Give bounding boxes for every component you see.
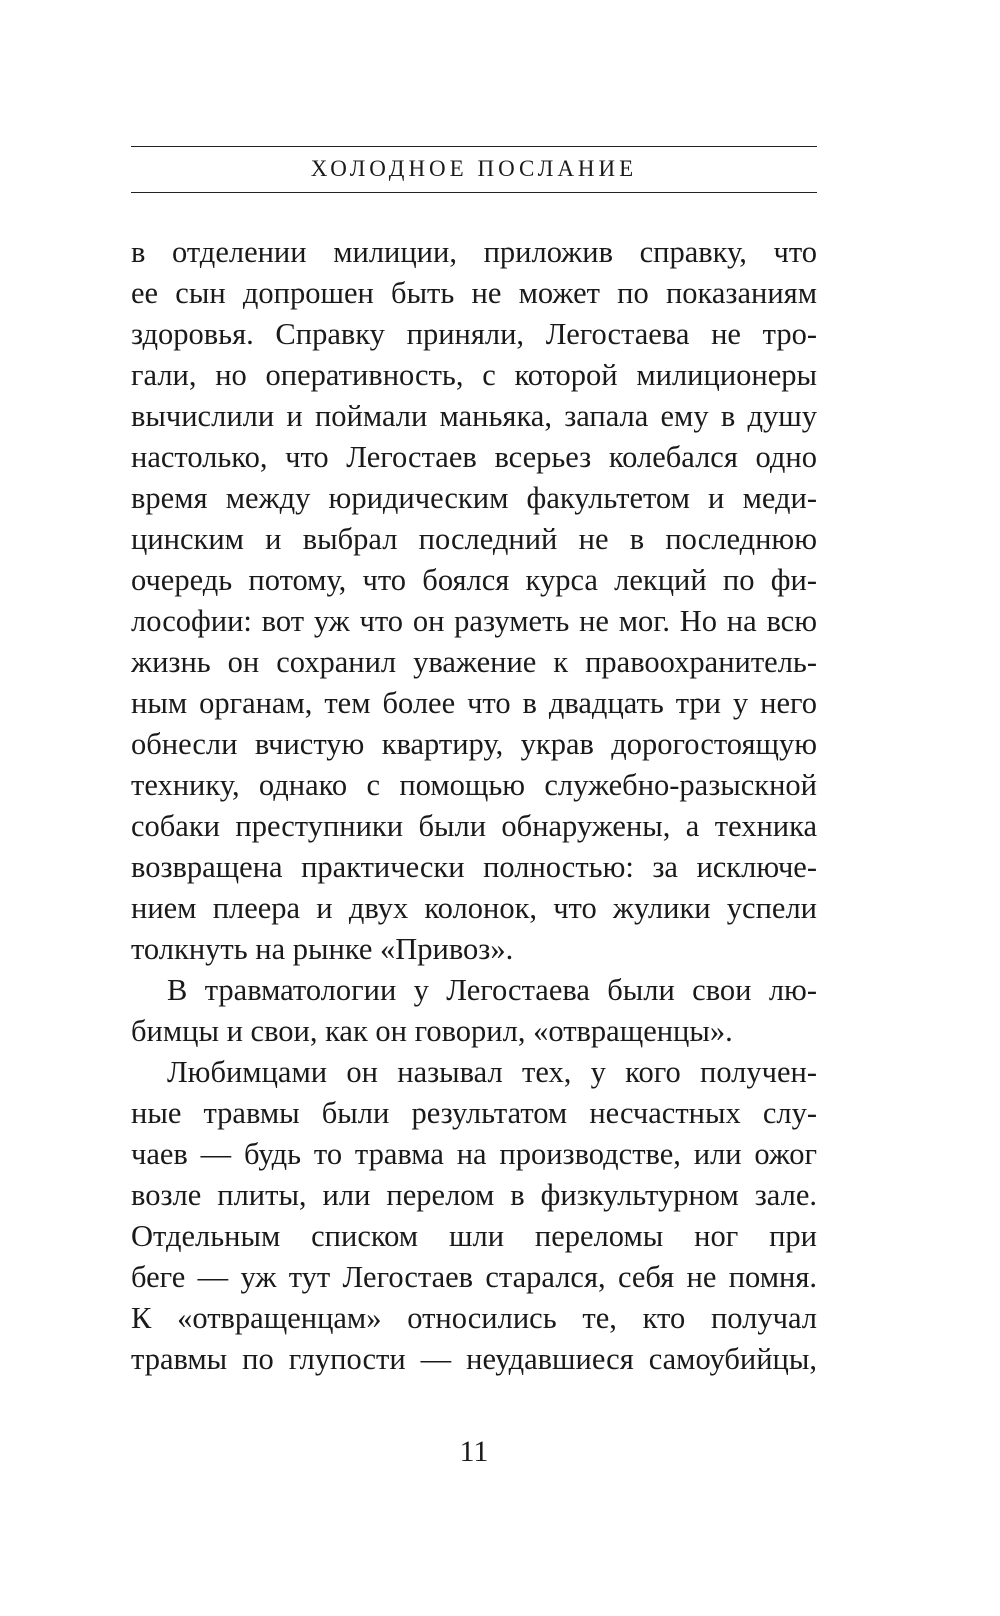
text-line: жизнь он сохранил уважение к правоохранитель- [131,645,817,679]
text-line: чаев — будь то травма на производстве, или ожог [131,1137,817,1171]
text-line: гали, но оперативность, с которой милиционеры [131,358,817,392]
page-number: 11 [459,1435,489,1468]
text-line: Отдельным списком шли переломы ног при [131,1219,817,1253]
text-line: собаки преступники были обнаружены, а техника [131,809,817,843]
text-line: возвращена практически полностью: за исключе- [131,850,817,884]
text-line: К «отвращенцам» относились те, кто получал [131,1301,817,1335]
header-rule-bottom [131,192,817,193]
running-title: ХОЛОДНОЕ ПОСЛАНИЕ [310,156,638,181]
header-rule-top [131,146,817,147]
text-line: толкнуть на рынке «Привоз». [131,932,514,966]
text-line: вычислили и поймали маньяка, запала ему в душу [131,399,817,433]
text-line: обнесли вчистую квартиру, украв дорогостоящую [131,727,817,761]
text-line: очередь потому, что боялся курса лекций по фи- [131,563,817,597]
paragraph [131,1052,817,1380]
body-text [131,232,817,1380]
text-line: возле плиты, или перелом в физкультурном зале. [131,1178,817,1212]
text-line: нием плеера и двух колонок, что жулики успели [131,891,817,925]
text-line: беге — уж тут Легостаев старался, себя не помня. [131,1260,817,1294]
text-line: лософии: вот уж что он разуметь не мог. Но на всю [131,604,817,638]
text-line: ные травмы были результатом несчастных слу- [131,1096,817,1130]
paragraph [131,232,817,970]
text-line: ным органам, тем более что в двадцать три у него [131,686,817,720]
text-line: Любимцами он называл тех, у кого получен- [167,1055,817,1089]
text-line: в отделении милиции, приложив справку, что [131,235,817,269]
text-line: технику, однако с помощью служебно-разыскной [131,768,817,802]
text-line: здоровья. Справку приняли, Легостаева не тро- [131,317,817,351]
text-line: травмы по глупости — неудавшиеся самоубийцы, [131,1342,817,1376]
paragraph [131,970,817,1052]
text-line: ее сын допрошен быть не может по показаниям [131,276,817,310]
text-line: цинским и выбрал последний не в последнюю [131,522,817,556]
text-line: бимцы и свои, как он говорил, «отвращенцы». [131,1014,733,1048]
text-line: настолько, что Легостаев всерьез колебался одно [131,440,817,474]
text-line: время между юридическим факультетом и меди- [131,481,817,515]
text-line: В травматологии у Легостаева были свои лю- [167,973,817,1007]
